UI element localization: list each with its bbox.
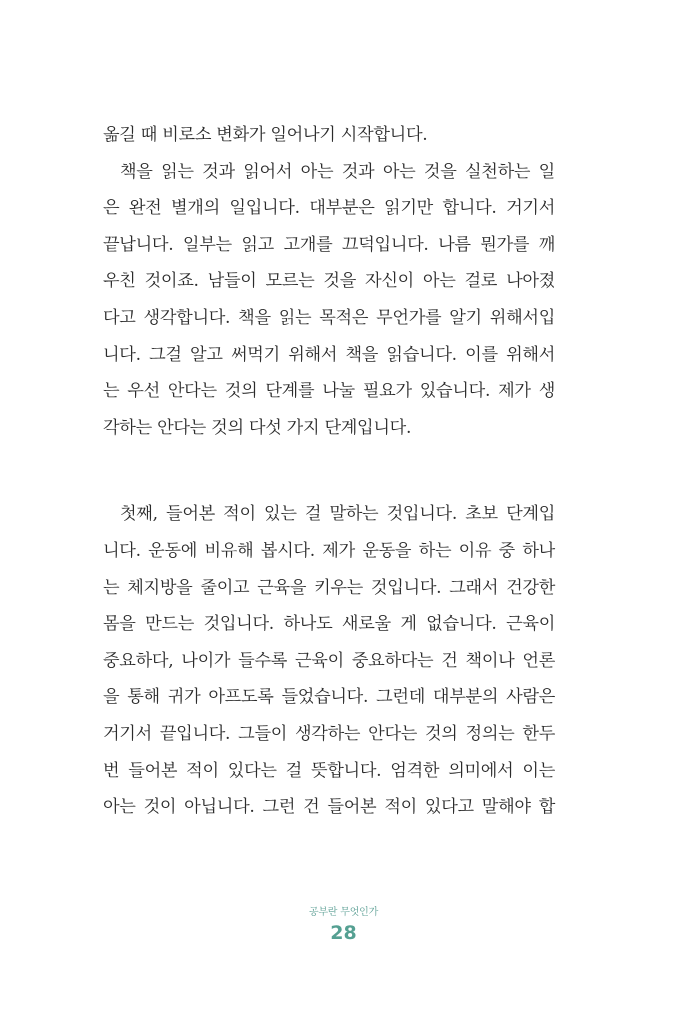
paragraph-gap — [103, 446, 555, 496]
text-line: 중요하다, 나이가 들수록 근육이 중요하다는 건 책이나 언론 — [103, 650, 555, 671]
text-line: 몸을 만드는 것입니다. 하나도 새로울 게 없습니다. 근육이 — [103, 614, 555, 635]
text-line: 다고 생각합니다. 책을 읽는 목적은 무언가를 알기 위해서입 — [103, 307, 555, 328]
text-line: 옮길 때 비로소 변화가 일어나기 시작합니다. — [103, 125, 428, 145]
text-line: 니다. 운동에 비유해 봅시다. 제가 운동을 하는 이유 중 하나 — [103, 540, 555, 561]
text-line: 는 우선 안다는 것의 단계를 나눌 필요가 있습니다. 제가 생 — [103, 381, 555, 402]
page-number: 28 — [330, 922, 357, 944]
paragraph-3 — [103, 496, 555, 825]
text-line: 을 통해 귀가 아프도록 들었습니다. 그런데 대부분의 사람은 — [103, 687, 555, 708]
text-line: 아는 것이 아닙니다. 그런 건 들어본 적이 있다고 말해야 합 — [103, 797, 555, 818]
text-line: 은 완전 별개의 일입니다. 대부분은 읽기만 합니다. 거기서 — [103, 198, 555, 219]
running-footer-book-title: 공부란 무엇인가 — [308, 907, 379, 918]
text-line: 우친 것이죠. 남들이 모르는 것을 자신이 아는 걸로 나아졌 — [103, 271, 555, 292]
paragraph-2 — [103, 154, 555, 447]
text-line: 번 들어본 적이 있다는 걸 뜻합니다. 엄격한 의미에서 이는 — [103, 760, 555, 781]
text-line: 끝납니다. 일부는 읽고 고개를 끄덕입니다. 나름 뭔가를 깨 — [103, 234, 555, 255]
text-line: 는 체지방을 줄이고 근육을 키우는 것입니다. 그래서 건강한 — [103, 577, 555, 598]
page-body — [103, 117, 555, 826]
text-line: 니다. 그걸 알고 써먹기 위해서 책을 읽습니다. 이를 위해서 — [103, 344, 555, 365]
text-line: 책을 읽는 것과 읽어서 아는 것과 아는 것을 실천하는 일 — [120, 161, 555, 182]
text-line: 각하는 안다는 것의 다섯 가지 단계입니다. — [103, 417, 412, 438]
text-line: 거기서 끝입니다. 그들이 생각하는 안다는 것의 정의는 한두 — [103, 723, 555, 744]
paragraph-1 — [103, 117, 555, 154]
text-line: 첫째, 들어본 적이 있는 걸 말하는 것입니다. 초보 단계입 — [120, 504, 555, 525]
